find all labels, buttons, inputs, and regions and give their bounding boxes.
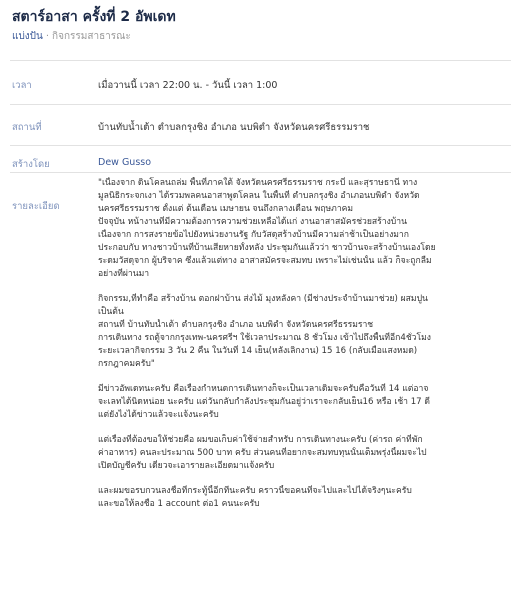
description-line: กิจกรรม,ที่ทำคือ สร้างบ้าน ตอกฝาบ้าน ส่งไม้ มุงหลังคา (มีช่างประจำบ้านมาช่วย) ผสมปูน: [98, 294, 428, 304]
divider-location: [10, 145, 511, 146]
description-line: แต่ยังไงได้ข่าวแล้วจะแจ้งนะครับ: [98, 410, 219, 420]
location-label: สถานที่: [12, 122, 42, 133]
event-subtitle: [12, 29, 131, 44]
event-title: สตาร์อาสา ครั้งที่ 2 อัพเดท: [12, 9, 176, 25]
description-line: กรกฎาคมครับ": [98, 359, 155, 369]
description-line: ปัจจุบัน หน้างานที่มีความต้องการความช่วยเหลือได้แก่ งานอาสาสมัครช่วยสร้างบ้าน: [98, 217, 407, 227]
description-line: เป็นต้น: [98, 307, 124, 317]
description-paragraph: [98, 434, 510, 473]
description-line: ระดมวัสดุจาก ผู้บริจาค ซึ่งแล้วแต่ทาง อาสาสมัครจะสมทบ เพราะไม่เช่นนั้น แล้ว ก็จะถูกลืม: [98, 256, 432, 266]
description-line: มีข่าวอัพเดทนะครับ คือเรื่องกำหนดการเดินทางก็จะเป็นเวลาเดิมจะครับคือวันที่ 14 แต่อาจ: [98, 384, 429, 394]
event-category: กิจกรรมสาธารณะ: [52, 31, 131, 42]
description-line: ค่าอาหาร) คนละประมาณ 500 บาท ครับ ส่วนคนที่อยากจะสมทบทุนนั้นเต็มพรุ่งนี้ผมจะไป: [98, 448, 427, 458]
description-body: [98, 177, 510, 523]
share-link[interactable]: แบ่งปัน: [12, 31, 43, 42]
description-line: สถานที่ บ้านทับน้ำเต้า ตำบลกรุงชิง อำเภอ นบพิตำ จังหวัดนครศรีธรรมราช: [98, 320, 374, 330]
description-line: จะเลทได้นิดหน่อย นะครับ แต่วันกลับกำลังประชุมกันอยู่ว่าเราจะกลับเย็น16 หรือ เช้า 17 ดี: [98, 397, 430, 407]
description-line: นครศรีธรรมราช ตั้งแต่ ต้นเดือน เมษายน จนถึงกลางเดือน พฤษภาคม: [98, 204, 354, 214]
description-line: ประกอบกับ ทางชาวบ้านที่บ้านเสียหายทั้งหลัง ประชุมกันแล้วว่า ชาวบ้านจะสร้างบ้านเองโดย: [98, 243, 436, 253]
description-line: เนื่องจาก การสงรายข้อไปยังหน่วยงานรัฐ กับวัสดุสร้างบ้านมีความล่าช้าเป็นอย่างมาก: [98, 230, 409, 240]
creator-label: สร้างโดย: [12, 159, 50, 170]
divider-time: [10, 104, 511, 105]
description-line: เปิดบัญชีครับ เดี๋ยวจะเอารายละเอียดมาแจ้งครับ: [98, 461, 275, 471]
description-line: อย่างที่ผ่านมา: [98, 269, 150, 279]
description-label: รายละเอียด: [12, 201, 60, 212]
description-line: การเดินทาง รถตู้จากกรุงเทพ-นครศรีฯ ใช้เวลาประมาณ 8 ชั่วโมง เข้าไปถึงพื้นที่อีก4ชั่วโมง: [98, 333, 431, 343]
description-line: มูลนิธิกระจกเงา ได้รวมพลคนอาสาพูดโคลน ในพื้นที่ ตำบลกรุงชิง อำเภอนบพิตำ จังหวัด: [98, 191, 420, 201]
time-value: เมื่อวานนี้ เวลา 22:00 น. - วันนี้ เวลา 1:00: [98, 80, 278, 91]
divider-creator: [10, 172, 511, 173]
description-paragraph: [98, 383, 510, 422]
description-line: ระยะเวลากิจกรรม 3 วัน 2 คืน ในวันที่ 14 เย็น(หลังเลิกงาน) 15 16 (กลับเมื่อแสงหมด): [98, 346, 418, 356]
description-paragraph: [98, 293, 510, 371]
description-paragraph: [98, 177, 510, 281]
location-value: บ้านทับน้ำเต้า ตำบลกรุงชิง อำเภอ นบพิตำ จังหวัดนครศรีธรรมราช: [98, 122, 370, 133]
description-line: และขอให้ลงชื่อ 1 account ต่อ1 คนนะครับ: [98, 499, 260, 509]
description-line: แต่เรื่องที่ต้องขอให้ช่วยคือ ผมขอเก็บค่าใช้จ่ายสำหรับ การเดินทางนะครับ (ค่ารถ ค่าที่พัก: [98, 435, 423, 445]
creator-link[interactable]: Dew Gusso: [98, 157, 152, 168]
creator-value: [98, 157, 151, 168]
description-line: "เนื่องจาก ดินโคลนถล่ม พื้นที่ภาคใต้ จังหวัดนครศรีธรรมราช กระบี่ และสุราษธานี ทาง: [98, 178, 418, 188]
time-label: เวลา: [12, 80, 32, 91]
description-paragraph: [98, 485, 510, 511]
description-line: และผมขอรบกวนลงชื่อที่กระทู้นี้อีกทีนะครับ คราวนี้ขอคนที่จะไปและไปได้จริงๆนะครับ: [98, 486, 412, 496]
subtitle-separator: ·: [45, 31, 50, 42]
divider-top: [10, 60, 511, 61]
